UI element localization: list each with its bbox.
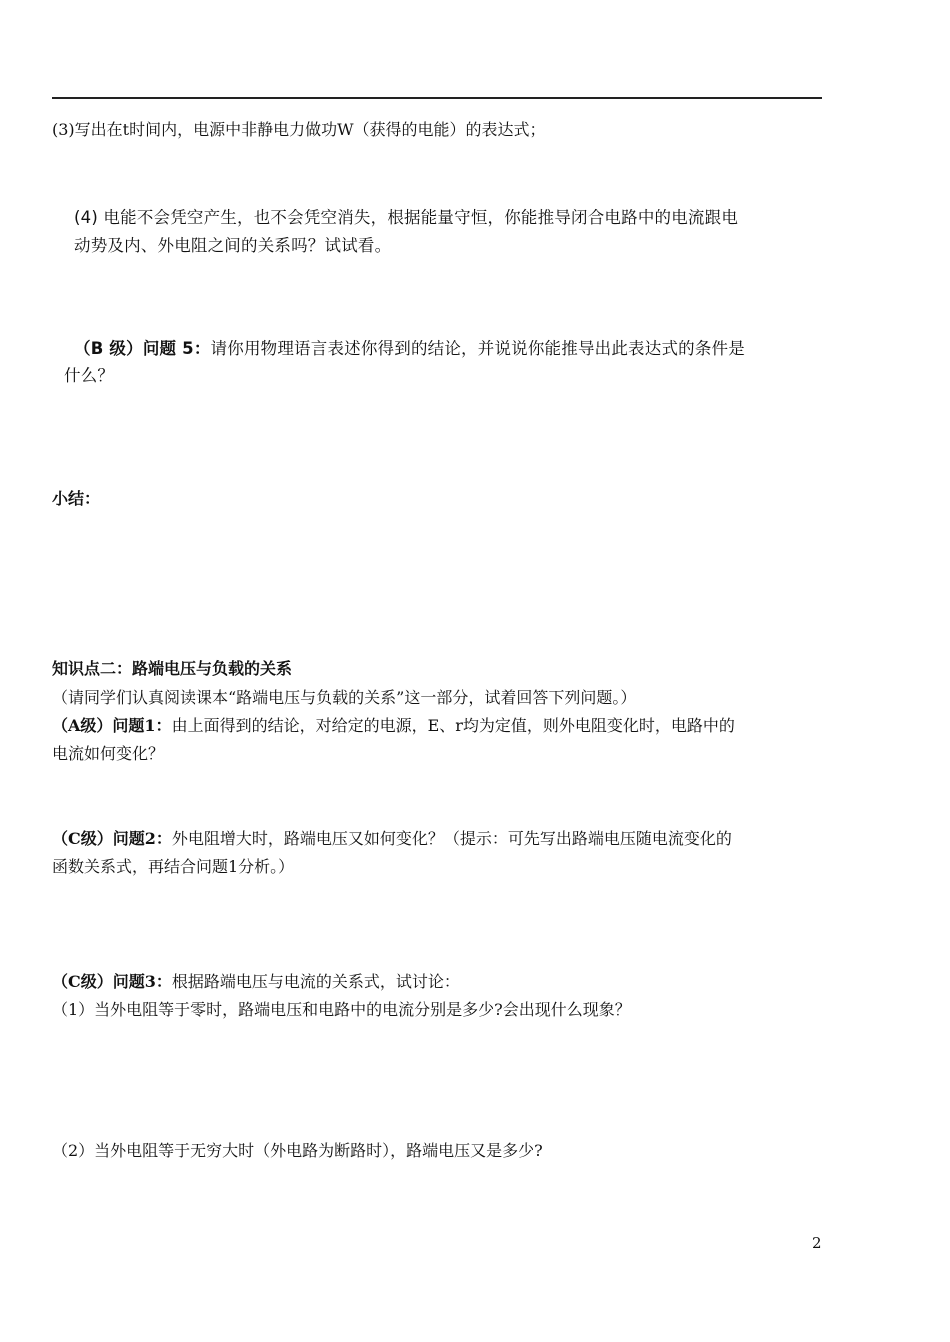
question-b5-line2: 什么？ (64, 366, 115, 385)
question-4-line1: (4) 电能不会凭空产生，也不会凭空消失，根据能量守恒，你能推导闭合电路中的电流跟电 (74, 208, 739, 227)
question-b5-text: 请你用物理语言表述你得到的结论，并说说你能推导出此表达式的条件是 (210, 339, 745, 358)
question-c2-line2: 函数关系式，再结合问题1分析。） (52, 857, 295, 876)
header-rule (52, 97, 822, 99)
question-b5-line1 (74, 339, 745, 359)
question-c2-label: （C级）问题2： (52, 829, 172, 848)
knowledge-point-2-title: 知识点二：路端电压与负载的关系 (52, 659, 293, 678)
question-c2-text: 外电阻增大时，路端电压又如何变化？（提示：可先写出路端电压随电流变化的 (171, 829, 732, 848)
page-number: 2 (812, 1234, 822, 1252)
question-c3-sub1: （1）当外电阻等于零时，路端电压和电路中的电流分别是多少?会出现什么现象？ (52, 1000, 631, 1019)
question-a1-line1 (52, 716, 735, 736)
question-c3-label: （C级）问题3： (52, 972, 172, 991)
question-a1-line2: 电流如何变化？ (52, 744, 165, 763)
question-c2-line1 (52, 829, 732, 849)
question-c3-text: 根据路端电压与电流的关系式，试讨论： (171, 972, 460, 991)
question-a1-label: （A级）问题1： (52, 716, 172, 735)
knowledge-point-2-intro: （请同学们认真阅读课本“路端电压与负载的关系”这一部分，试着回答下列问题。） (52, 688, 637, 707)
question-4-line2: 动势及内、外电阻之间的关系吗？试试看。 (74, 236, 392, 255)
question-c3-sub2: （2）当外电阻等于无穷大时（外电路为断路时），路端电压又是多少? (52, 1141, 543, 1160)
question-3: (3)写出在t时间内，电源中非静电力做功W（获得的电能）的表达式； (52, 120, 546, 139)
question-a1-text: 由上面得到的结论，对给定的电源，E、r均为定值，则外电阻变化时，电路中的 (171, 716, 735, 735)
question-b5-label: （B 级）问题 5： (74, 339, 211, 358)
question-c3-line1 (52, 972, 460, 992)
summary-heading: 小结： (52, 489, 101, 508)
